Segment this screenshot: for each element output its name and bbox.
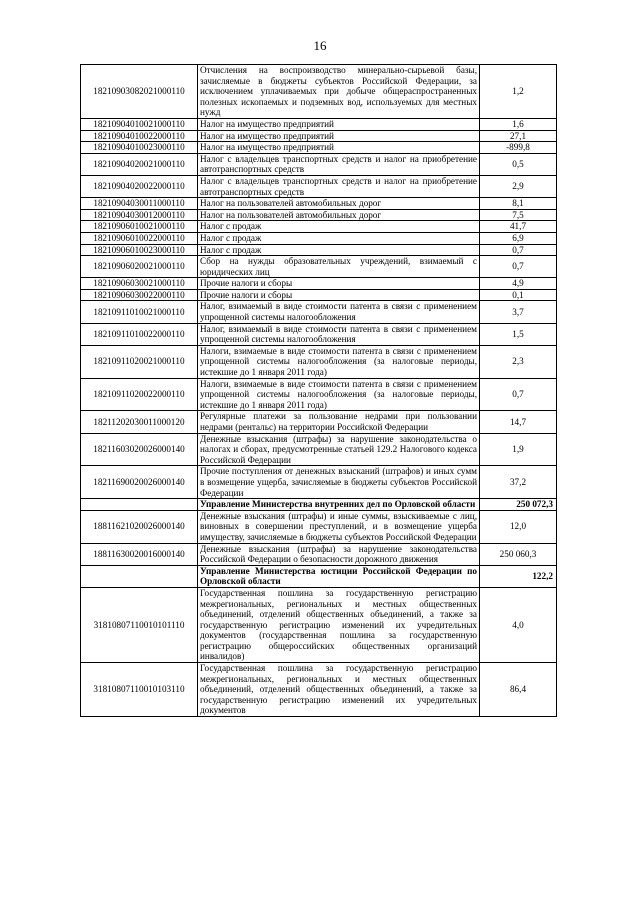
table-row xyxy=(81,345,557,378)
revenue-name-cell: Налог с продаж xyxy=(198,244,480,256)
budget-code-cell xyxy=(81,565,198,587)
amount-cell: 2,9 xyxy=(480,175,557,197)
budget-code-cell: 18811621020026000140 xyxy=(81,510,198,543)
revenue-name-cell: Налог с продаж xyxy=(198,232,480,244)
table-row xyxy=(81,289,557,301)
table-row xyxy=(81,510,557,543)
table-row xyxy=(81,118,557,130)
table-row xyxy=(81,256,557,278)
table-row xyxy=(81,663,557,717)
amount-cell: 1,6 xyxy=(480,118,557,130)
table-row xyxy=(81,209,557,221)
revenue-name-cell: Государственная пошлина за государственную регистрацию межрегиональных, региональных и местных общественных объединений, отделений общественных объединений, а также за государственную регистрацию изменений их учредительных документов xyxy=(198,663,480,717)
amount-cell: 4,9 xyxy=(480,278,557,290)
budget-code-cell xyxy=(81,499,198,511)
revenue-name-cell: Прочие налоги и сборы xyxy=(198,278,480,290)
amount-cell: 0,1 xyxy=(480,289,557,301)
amount-cell: 37,2 xyxy=(480,466,557,499)
budget-code-cell: 18210911020022000110 xyxy=(81,378,198,411)
revenue-name-cell: Налог с продаж xyxy=(198,221,480,233)
revenue-name-cell: Отчисления на воспроизводство минерально-сырьевой базы, зачисляемые в бюджеты субъектов Российской Федерации, за исключением уплачиваемых при добыче общераспространенных полезных ископаемых и подземных вод, используемых для местных нужд xyxy=(198,65,480,119)
amount-cell: 3,7 xyxy=(480,301,557,323)
budget-code-cell: 18210904030012000110 xyxy=(81,209,198,221)
table-body xyxy=(81,65,557,717)
page-number: 16 xyxy=(313,38,327,53)
budget-code-cell: 18211202030011000120 xyxy=(81,411,198,433)
table-row xyxy=(81,198,557,210)
amount-cell: -899,8 xyxy=(480,142,557,154)
revenue-name-cell: Налог, взимаемый в виде стоимости патента в связи с применением упрощенной системы налогообложения xyxy=(198,323,480,345)
budget-code-cell: 18210904030011000110 xyxy=(81,198,198,210)
revenue-name-cell: Налог на имущество предприятий xyxy=(198,118,480,130)
amount-cell: 0,7 xyxy=(480,256,557,278)
budget-code-cell: 18210906010021000110 xyxy=(81,221,198,233)
table-row xyxy=(81,587,557,662)
budget-code-cell: 18210906010023000110 xyxy=(81,244,198,256)
budget-code-cell: 18811630020016000140 xyxy=(81,543,198,565)
amount-cell: 14,7 xyxy=(480,411,557,433)
revenue-name-cell: Налог, взимаемый в виде стоимости патента в связи с применением упрощенной системы налогообложения xyxy=(198,301,480,323)
section-header-row xyxy=(81,499,557,511)
revenue-name-cell: Налог на имущество предприятий xyxy=(198,142,480,154)
section-total-cell: 250 072,3 xyxy=(480,499,557,511)
amount-cell: 1,9 xyxy=(480,433,557,466)
amount-cell: 6,9 xyxy=(480,232,557,244)
revenue-name-cell: Государственная пошлина за государственную регистрацию межрегиональных, региональных и местных общественных объединений, отделений общественных объединений, а также за государственную регистрацию изменений их учредительных документов (государственная пошлина за государственную регистрацию общероссийских общественных организаций инвалидов) xyxy=(198,587,480,662)
budget-code-cell: 18210911010021000110 xyxy=(81,301,198,323)
budget-revenue-table xyxy=(80,64,557,717)
revenue-name-cell: Налог на пользователей автомобильных дорог xyxy=(198,198,480,210)
section-header-row xyxy=(81,565,557,587)
budget-code-cell: 31810807110010101110 xyxy=(81,587,198,662)
table-row xyxy=(81,221,557,233)
revenue-name-cell: Прочие налоги и сборы xyxy=(198,289,480,301)
table-row xyxy=(81,278,557,290)
revenue-name-cell: Налог с владельцев транспортных средств и налог на приобретение автотранспортных средств xyxy=(198,153,480,175)
amount-cell: 250 060,3 xyxy=(480,543,557,565)
section-title-cell: Управление Министерства внутренних дел по Орловской области xyxy=(198,499,480,511)
section-total-cell: 122,2 xyxy=(480,565,557,587)
amount-cell: 1,5 xyxy=(480,323,557,345)
budget-code-cell: 18210904010022000110 xyxy=(81,130,198,142)
revenue-name-cell: Налог на имущество предприятий xyxy=(198,130,480,142)
revenue-name-cell: Налоги, взимаемые в виде стоимости патента в связи с применением упрощенной системы налогообложения (за налоговые периоды, истекшие до 1 января 2011 года) xyxy=(198,378,480,411)
amount-cell: 12,0 xyxy=(480,510,557,543)
amount-cell: 7,5 xyxy=(480,209,557,221)
budget-code-cell: 18211690020026000140 xyxy=(81,466,198,499)
table-row xyxy=(81,543,557,565)
budget-code-cell: 31810807110010103110 xyxy=(81,663,198,717)
table-row xyxy=(81,153,557,175)
revenue-name-cell: Регулярные платежи за пользование недрами при пользовании недрами (рентальс) на территории Российской Федерации xyxy=(198,411,480,433)
budget-code-cell: 18210911010022000110 xyxy=(81,323,198,345)
table-row xyxy=(81,232,557,244)
table-row xyxy=(81,142,557,154)
amount-cell: 27,1 xyxy=(480,130,557,142)
table-row xyxy=(81,411,557,433)
amount-cell: 0,7 xyxy=(480,378,557,411)
table-row xyxy=(81,378,557,411)
table-row xyxy=(81,323,557,345)
table-row xyxy=(81,175,557,197)
revenue-name-cell: Налоги, взимаемые в виде стоимости патента в связи с применением упрощенной системы налогообложения (за налоговые периоды, истекшие до 1 января 2011 года) xyxy=(198,345,480,378)
revenue-name-cell: Денежные взыскания (штрафы) и иные суммы, взыскиваемые с лиц, виновных в совершении преступлений, и в возмещение ущерба имуществу, зачисляемые в бюджеты субъектов Российской Федерации xyxy=(198,510,480,543)
amount-cell: 2,3 xyxy=(480,345,557,378)
budget-code-cell: 18211603020026000140 xyxy=(81,433,198,466)
budget-code-cell: 18210906030022000110 xyxy=(81,289,198,301)
amount-cell: 4,0 xyxy=(480,587,557,662)
budget-code-cell: 18210911020021000110 xyxy=(81,345,198,378)
revenue-name-cell: Денежные взыскания (штрафы) за нарушение законодательства Российской Федерации о безопасности дорожного движения xyxy=(198,543,480,565)
table-row xyxy=(81,65,557,119)
budget-code-cell: 18210904020021000110 xyxy=(81,153,198,175)
budget-code-cell: 18210906030021000110 xyxy=(81,278,198,290)
amount-cell: 0,7 xyxy=(480,244,557,256)
table-row xyxy=(81,244,557,256)
table-row xyxy=(81,130,557,142)
amount-cell: 41,7 xyxy=(480,221,557,233)
table-row xyxy=(81,301,557,323)
budget-code-cell: 18210904010023000110 xyxy=(81,142,198,154)
revenue-name-cell: Налог с владельцев транспортных средств и налог на приобретение автотранспортных средств xyxy=(198,175,480,197)
budget-code-cell: 18210904020022000110 xyxy=(81,175,198,197)
budget-code-cell: 18210903082021000110 xyxy=(81,65,198,119)
amount-cell: 0,5 xyxy=(480,153,557,175)
table-row xyxy=(81,466,557,499)
amount-cell: 86,4 xyxy=(480,663,557,717)
revenue-name-cell: Сбор на нужды образовательных учреждений, взимаемый с юридических лиц xyxy=(198,256,480,278)
table-row xyxy=(81,433,557,466)
budget-code-cell: 18210906020021000110 xyxy=(81,256,198,278)
revenue-name-cell: Налог на пользователей автомобильных дорог xyxy=(198,209,480,221)
budget-code-cell: 18210904010021000110 xyxy=(81,118,198,130)
revenue-name-cell: Прочие поступления от денежных взысканий (штрафов) и иных сумм в возмещение ущерба, зачисляемые в бюджеты субъектов Российской Федерации xyxy=(198,466,480,499)
revenue-name-cell: Денежные взыскания (штрафы) за нарушение законодательства о налогах и сборах, предусмотренные статьей 129.2 Налогового кодекса Российской Федерации xyxy=(198,433,480,466)
amount-cell: 8,1 xyxy=(480,198,557,210)
budget-code-cell: 18210906010022000110 xyxy=(81,232,198,244)
amount-cell: 1,2 xyxy=(480,65,557,119)
section-title-cell: Управление Министерства юстиции Российской Федерации по Орловской области xyxy=(198,565,480,587)
